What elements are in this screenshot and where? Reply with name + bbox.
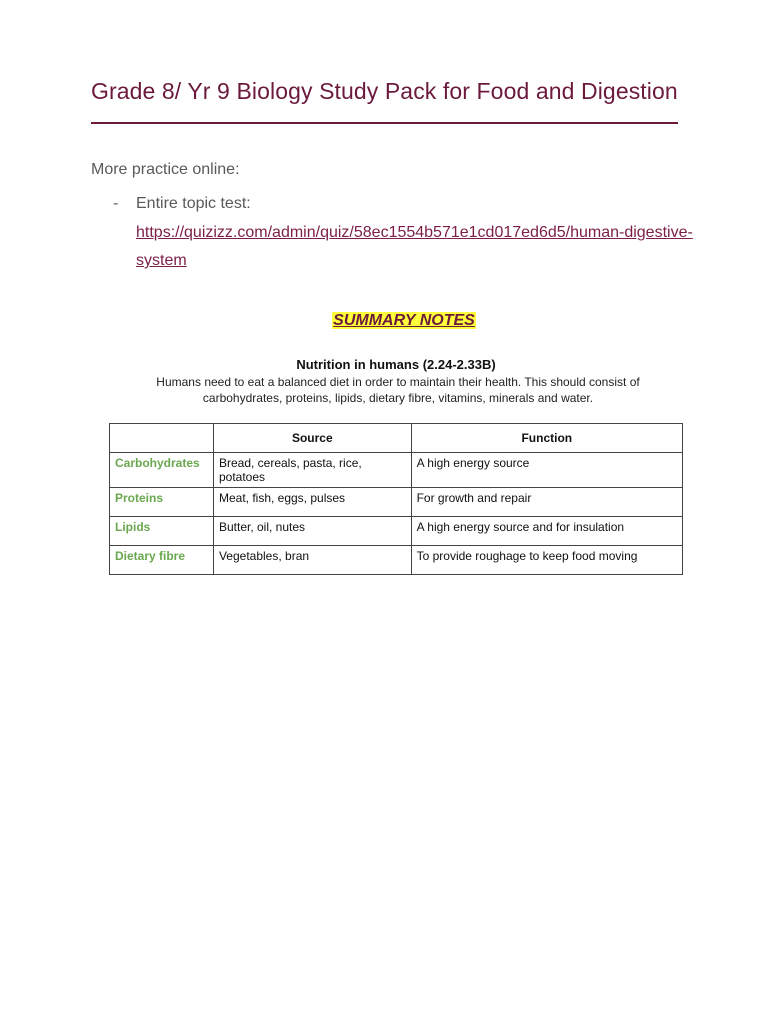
quiz-link[interactable]: https://quizizz.com/admin/quiz/58ec1554b571e1cd017ed6d5/human-digestive-system: [136, 224, 693, 269]
source-cell: Vegetables, bran: [213, 546, 411, 575]
nutrition-title: Nutrition in humans (2.24-2.33B): [296, 357, 496, 372]
function-cell: To provide roughage to keep food moving: [411, 546, 682, 575]
table-row: [110, 488, 683, 517]
page-title: Grade 8/ Yr 9 Biology Study Pack for Food and Digestion: [91, 78, 678, 104]
table-row: [110, 546, 683, 575]
table-header-row: [110, 424, 683, 453]
function-cell: A high energy source and for insulation: [411, 517, 682, 546]
summary-heading-text: SUMMARY NOTES: [333, 312, 475, 329]
topic-test-label: Entire topic test:: [136, 195, 251, 212]
table-row: [110, 517, 683, 546]
function-cell: For growth and repair: [411, 488, 682, 517]
column-header-function: Function: [411, 424, 682, 453]
source-cell: Butter, oil, nutes: [213, 517, 411, 546]
source-cell: Bread, cereals, pasta, rice, potatoes: [213, 453, 411, 488]
source-cell: Meat, fish, eggs, pulses: [213, 488, 411, 517]
column-header-source: Source: [213, 424, 411, 453]
column-header-nutrient: [110, 424, 214, 453]
summary-heading: [0, 312, 768, 330]
nutrient-cell: Proteins: [110, 488, 214, 517]
nutrient-cell: Dietary fibre: [110, 546, 214, 575]
title-divider: [91, 122, 678, 124]
nutrient-cell: Carbohydrates: [110, 453, 214, 488]
nutrition-table: [109, 423, 683, 575]
nutrient-cell: Lipids: [110, 517, 214, 546]
function-cell: A high energy source: [411, 453, 682, 488]
nutrition-intro: Humans need to eat a balanced diet in order to maintain their health. This should consist of carbohydrates, proteins, lipids, dietary fibre, vitamins, minerals and water.: [156, 375, 640, 405]
table-row: [110, 453, 683, 488]
bullet-marker: -: [113, 195, 119, 212]
practice-heading: More practice online:: [91, 161, 240, 178]
